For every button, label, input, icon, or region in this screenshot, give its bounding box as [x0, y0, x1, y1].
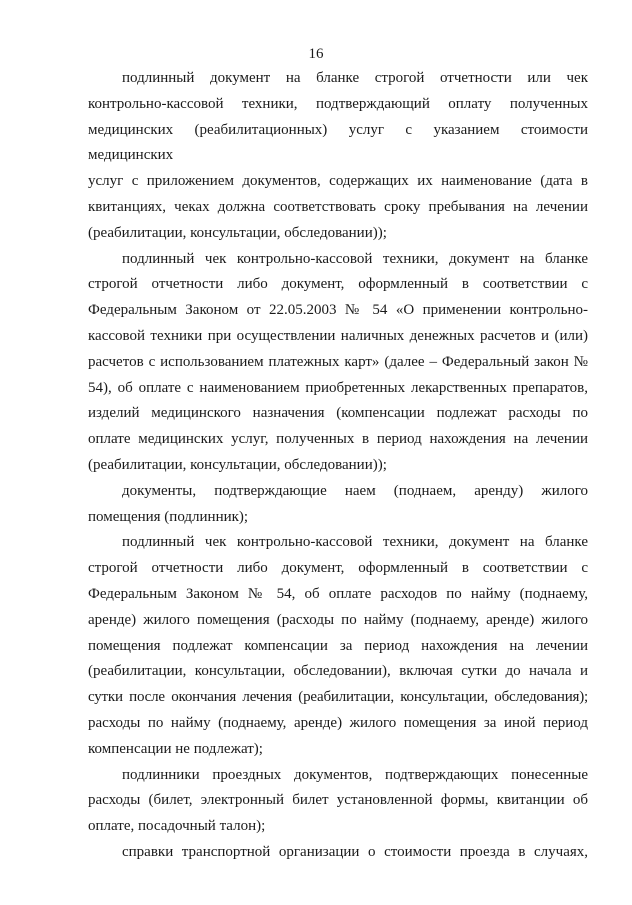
- text-line: расходы по найму (поднаему, аренде) жилого помещения за иной период: [88, 714, 588, 731]
- text-line: документы, подтверждающие наем (поднаем, аренду) жилого: [122, 482, 588, 499]
- text-line: строгой отчетности либо документ, оформленный в соответствии с: [88, 560, 588, 577]
- text-line: кассовой техники при осуществлении наличных денежных расчетов и (или): [88, 327, 588, 344]
- text-line: квитанциях, чеках должна соответствовать сроку пребывания на лечении: [88, 198, 588, 215]
- document-body: [88, 66, 588, 866]
- paragraph-travel-documents: [88, 763, 588, 840]
- paragraph-transport-certificate: [88, 840, 588, 866]
- text-line: компенсации не подлежат);: [88, 740, 263, 757]
- text-line: помещения подлежат компенсации за период нахождения на лечении: [88, 637, 588, 654]
- text-line: помещения (подлинник);: [88, 508, 249, 525]
- paragraph-cash-receipt: [88, 247, 588, 479]
- text-line: Федеральным Законом № 54, об оплате расходов по найму (поднаему,: [88, 585, 588, 602]
- text-line: 54), об оплате с наименованием приобретенных лекарственных препаратов,: [88, 379, 588, 396]
- text-line: сутки после окончания лечения (реабилитации, консультации, обследования);: [88, 689, 588, 706]
- text-line: подлинный документ на бланке строгой отчетности или чек: [122, 70, 588, 86]
- text-line: (реабилитации, консультации, обследовании));: [88, 224, 387, 241]
- paragraph-original-document: [88, 66, 588, 247]
- text-line: (реабилитации, консультации, обследовании));: [88, 456, 387, 473]
- page-number: 16: [308, 46, 324, 62]
- text-line: медицинских (реабилитационных) услуг с указанием стоимости медицинских: [88, 121, 588, 164]
- text-line: расчетов с использованием платежных карт» (далее – Федеральный закон №: [88, 353, 588, 370]
- text-line: оплате медицинских услуг, полученных в период нахождения на лечении: [88, 431, 588, 448]
- text-line: справки транспортной организации о стоимости проезда в случаях,: [122, 843, 588, 860]
- text-line: подлинный чек контрольно-кассовой техники, документ на бланке: [122, 250, 588, 267]
- paragraph-rental-receipt: [88, 530, 588, 762]
- text-line: оплате, посадочный талон);: [88, 818, 266, 835]
- text-line: изделий медицинского назначения (компенсации подлежат расходы по: [88, 405, 588, 422]
- text-line: строгой отчетности либо документ, оформленный в соответствии с: [88, 276, 588, 293]
- text-line: (реабилитации, консультации, обследовании), включая сутки до начала и: [88, 663, 588, 680]
- text-line: подлинники проездных документов, подтверждающих понесенные: [122, 766, 588, 783]
- text-line: аренде) жилого помещения (расходы по найму (поднаему, аренде) жилого: [88, 611, 588, 628]
- text-line: расходы (билет, электронный билет установленной формы, квитанции об: [88, 792, 588, 809]
- text-line: контрольно-кассовой техники, подтверждающий оплату полученных: [88, 95, 588, 112]
- text-line: подлинный чек контрольно-кассовой техники, документ на бланке: [122, 534, 588, 551]
- text-line: услуг с приложением документов, содержащих их наименование (дата в: [88, 173, 588, 190]
- paragraph-rental-documents: [88, 479, 588, 531]
- text-line: Федеральным Законом от 22.05.2003 № 54 «О применении контрольно-: [88, 302, 588, 319]
